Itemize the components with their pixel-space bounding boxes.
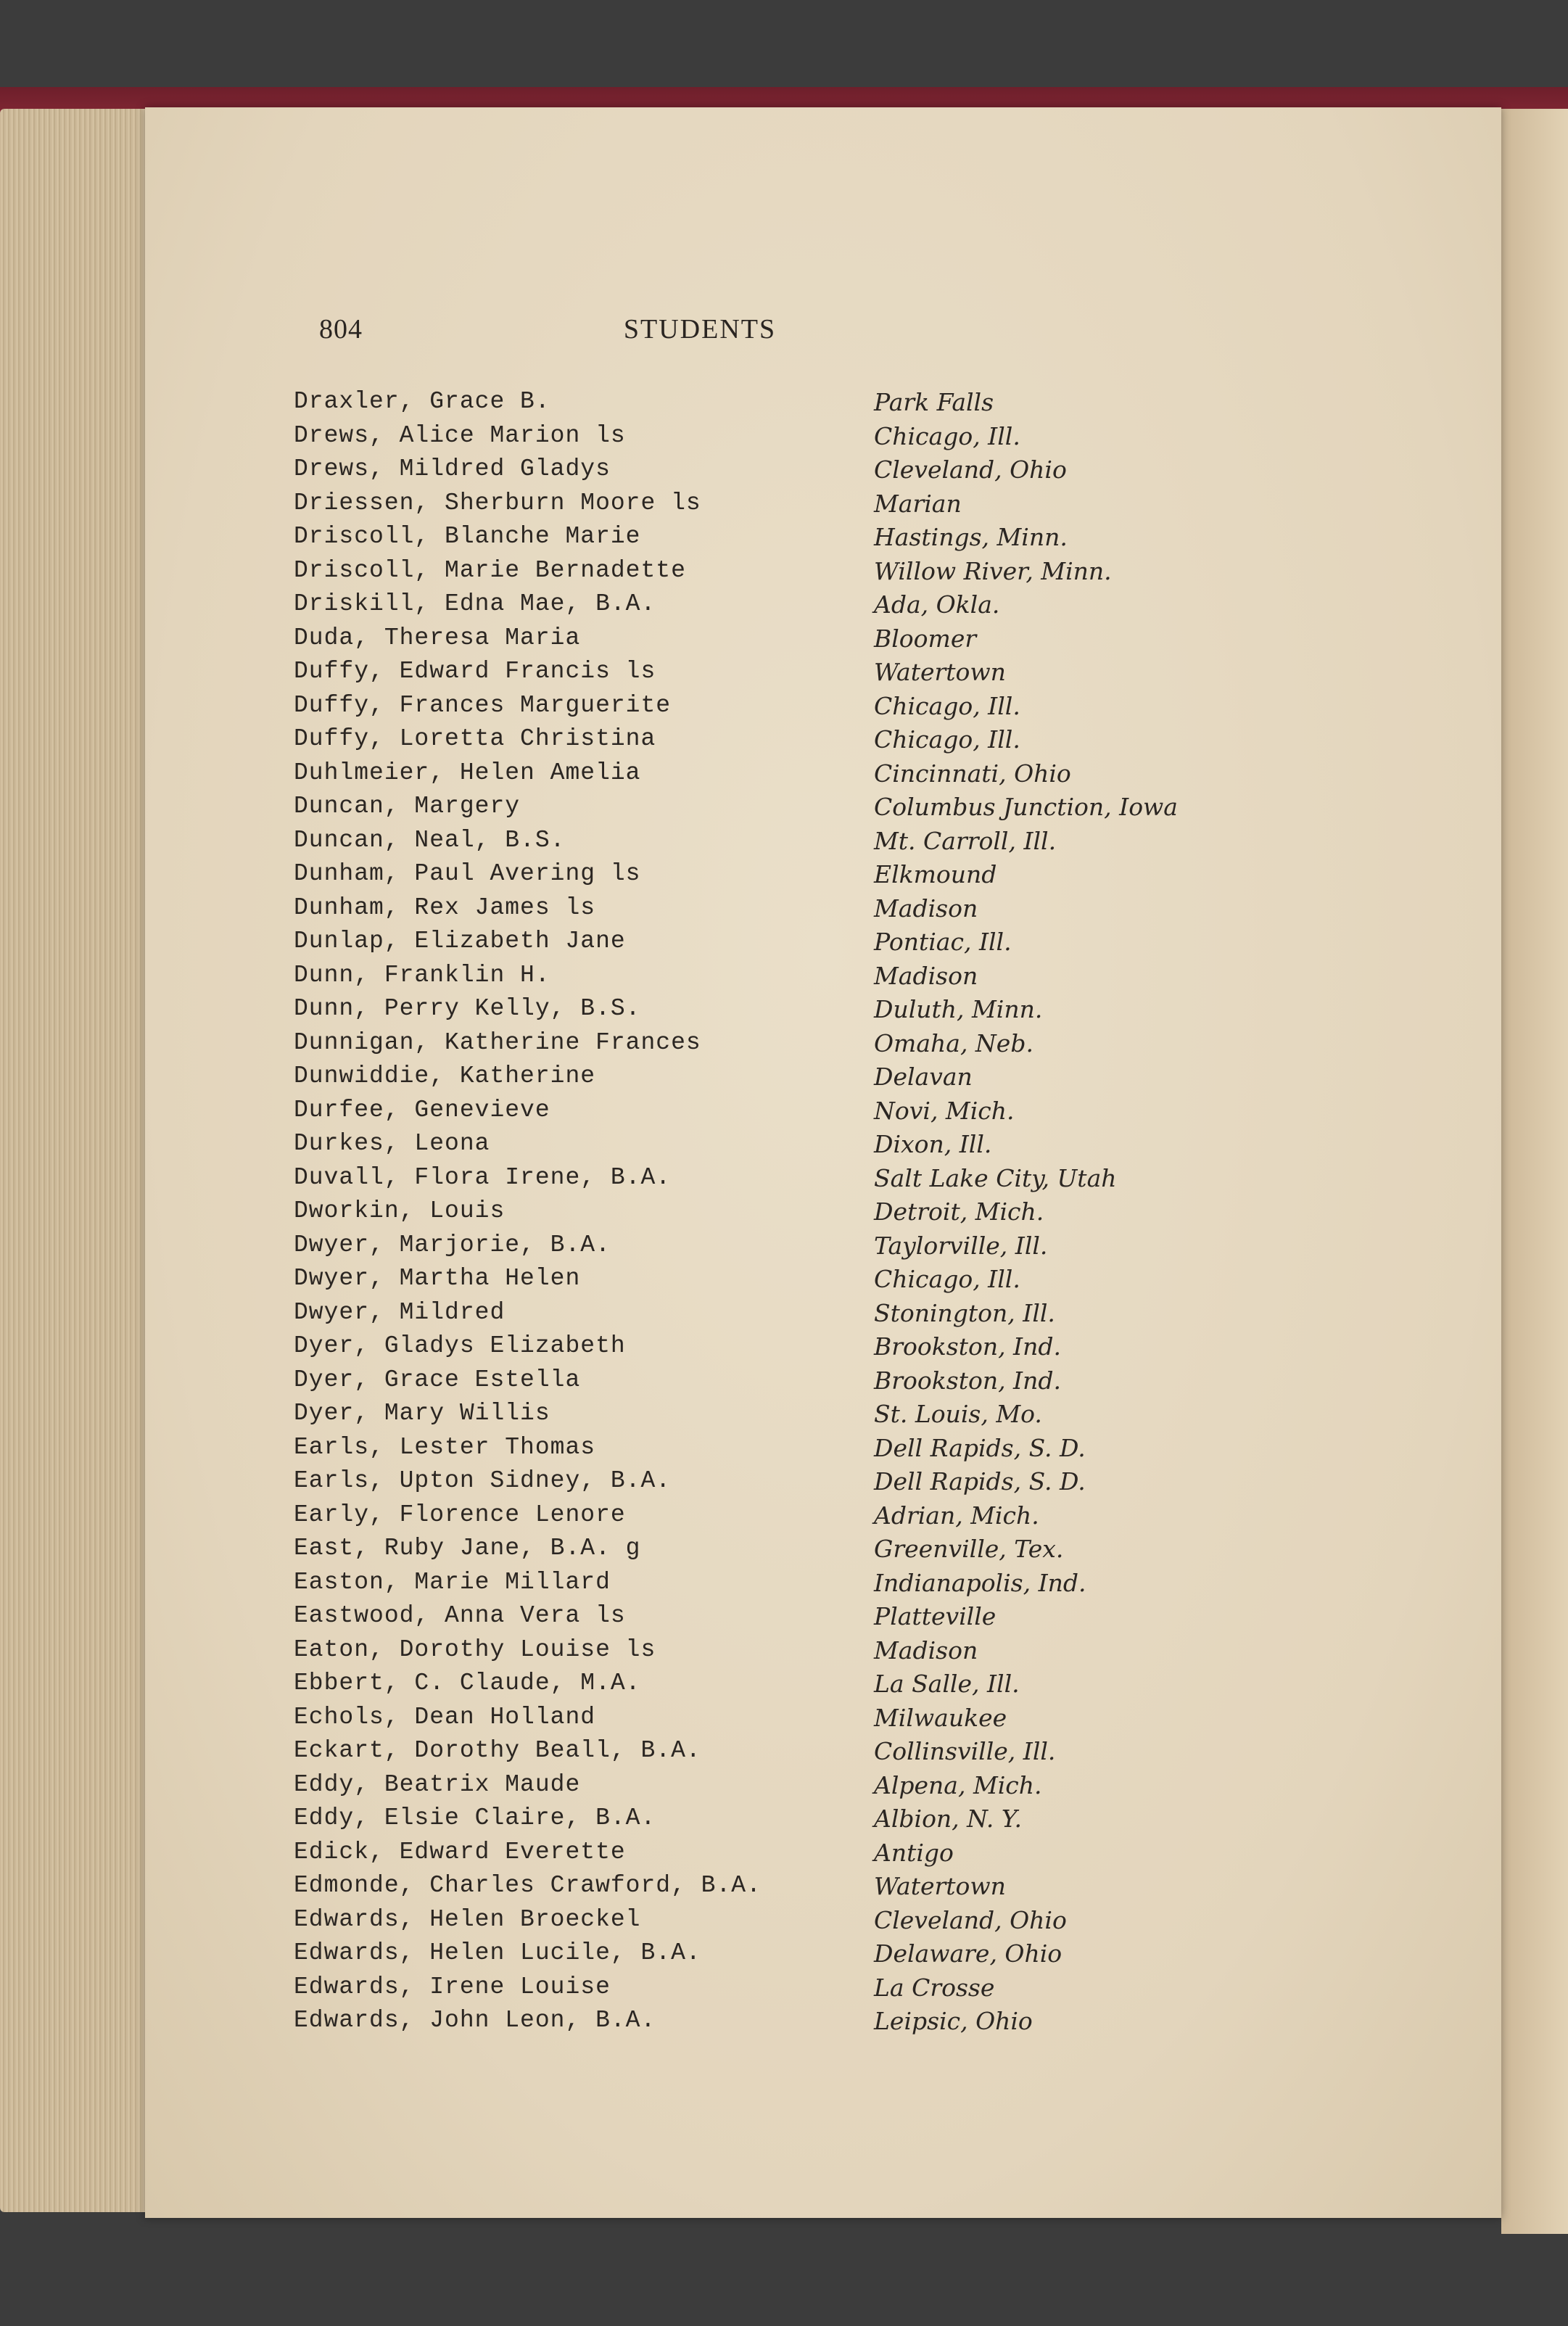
list-item: [294, 1299, 1295, 1333]
student-name: Duffy, Loretta Christina: [294, 725, 656, 752]
list-item: [294, 894, 1295, 928]
student-hometown: Chicago, Ill.: [874, 691, 1020, 720]
page-number: 804: [319, 314, 363, 345]
student-hometown: Salt Lake City, Utah: [874, 1163, 1117, 1192]
student-name: Driessen, Sherburn Moore ls: [294, 489, 701, 516]
student-name: Edwards, Helen Broeckel: [294, 1905, 641, 1933]
student-name: Earls, Upton Sidney, B.A.: [294, 1467, 672, 1494]
student-hometown: Albion, N. Y.: [874, 1805, 1022, 1833]
student-name: Eaton, Dorothy Louise ls: [294, 1636, 656, 1663]
student-hometown: Omaha, Neb.: [874, 1028, 1033, 1057]
list-item: [294, 523, 1295, 557]
list-item: [294, 1737, 1295, 1771]
list-item: [294, 827, 1295, 861]
list-item: [294, 2007, 1295, 2041]
student-hometown: Chicago, Ill.: [874, 1265, 1020, 1293]
student-hometown: Alpena, Mich.: [874, 1770, 1042, 1799]
student-hometown: Taylorville, Ill.: [874, 1231, 1048, 1260]
student-hometown: Hastings, Minn.: [874, 523, 1068, 551]
list-item: [294, 1771, 1295, 1805]
student-name: Drews, Mildred Gladys: [294, 455, 611, 482]
list-item: [294, 725, 1295, 759]
student-hometown: Duluth, Minn.: [874, 995, 1043, 1023]
student-name: Edwards, John Leon, B.A.: [294, 2007, 656, 2034]
student-name: Drews, Alice Marion ls: [294, 421, 626, 449]
list-item: [294, 759, 1295, 793]
student-name: Duhlmeier, Helen Amelia: [294, 759, 641, 786]
list-item: [294, 1602, 1295, 1636]
student-hometown: Cincinnati, Ohio: [874, 759, 1071, 788]
student-hometown: Madison: [874, 894, 978, 923]
student-name: Edick, Edward Everette: [294, 1838, 626, 1865]
list-item: [294, 1636, 1295, 1670]
student-hometown: Delaware, Ohio: [874, 1939, 1062, 1968]
student-hometown: Mt. Carroll, Ill.: [874, 826, 1057, 855]
student-name: Edwards, Irene Louise: [294, 1973, 611, 2000]
student-list: [294, 388, 1295, 2041]
student-hometown: La Crosse: [874, 1973, 995, 2002]
student-hometown: Antigo: [874, 1838, 954, 1867]
student-name: East, Ruby Jane, B.A. g: [294, 1535, 641, 1562]
student-hometown: Madison: [874, 961, 978, 990]
student-name: Dunham, Paul Avering ls: [294, 860, 641, 887]
student-name: Earls, Lester Thomas: [294, 1433, 596, 1461]
student-name: Duvall, Flora Irene, B.A.: [294, 1163, 672, 1191]
student-hometown: Delavan: [874, 1063, 973, 1091]
list-item: [294, 995, 1295, 1029]
student-name: Dwyer, Marjorie, B.A.: [294, 1231, 611, 1258]
list-item: [294, 422, 1295, 456]
page-header: [319, 313, 1081, 357]
student-name: Dyer, Grace Estella: [294, 1366, 581, 1393]
student-hometown: Novi, Mich.: [874, 1096, 1015, 1125]
student-hometown: Chicago, Ill.: [874, 725, 1020, 754]
list-item: [294, 1805, 1295, 1839]
list-item: [294, 1535, 1295, 1569]
student-hometown: Brookston, Ind.: [874, 1332, 1061, 1361]
student-hometown: Cleveland, Ohio: [874, 1905, 1067, 1934]
student-hometown: Bloomer: [874, 624, 977, 653]
student-name: Driscoll, Blanche Marie: [294, 523, 641, 550]
student-name: Dunnigan, Katherine Frances: [294, 1028, 701, 1056]
list-item: [294, 490, 1295, 524]
list-item: [294, 928, 1295, 962]
student-name: Dyer, Gladys Elizabeth: [294, 1332, 626, 1359]
student-hometown: Marian: [874, 489, 962, 518]
student-name: Dwyer, Mildred: [294, 1298, 506, 1326]
list-item: [294, 1974, 1295, 2008]
student-hometown: Greenville, Tex.: [874, 1535, 1064, 1563]
list-item: [294, 793, 1295, 827]
student-hometown: Cleveland, Ohio: [874, 455, 1067, 484]
student-name: Dyer, Mary Willis: [294, 1400, 550, 1427]
list-item: [294, 1467, 1295, 1501]
page-stack-edge: [0, 109, 160, 2212]
student-name: Duda, Theresa Maria: [294, 624, 581, 651]
student-name: Duffy, Frances Marguerite: [294, 691, 672, 719]
student-hometown: Watertown: [874, 1872, 1006, 1900]
student-hometown: Park Falls: [874, 388, 994, 416]
list-item: [294, 1569, 1295, 1603]
student-hometown: Willow River, Minn.: [874, 556, 1112, 585]
list-item: [294, 590, 1295, 624]
list-item: [294, 1501, 1295, 1535]
student-hometown: Indianapolis, Ind.: [874, 1568, 1086, 1597]
list-item: [294, 1434, 1295, 1468]
student-name: Dunwiddie, Katherine: [294, 1063, 596, 1089]
student-hometown: Columbus Junction, Iowa: [874, 793, 1178, 821]
student-name: Duffy, Edward Francis ls: [294, 658, 656, 685]
student-hometown: St. Louis, Mo.: [874, 1400, 1042, 1428]
student-name: Durkes, Leona: [294, 1130, 490, 1157]
list-item: [294, 1400, 1295, 1434]
list-item: [294, 962, 1295, 996]
student-name: Dunn, Perry Kelly, B.S.: [294, 995, 641, 1022]
student-name: Edmonde, Charles Crawford, B.A.: [294, 1872, 762, 1899]
student-hometown: Dixon, Ill.: [874, 1130, 992, 1158]
student-name: Driskill, Edna Mae, B.A.: [294, 590, 656, 617]
student-name: Early, Florence Lenore: [294, 1501, 626, 1528]
list-item: [294, 1670, 1295, 1704]
list-item: [294, 557, 1295, 591]
list-item: [294, 1332, 1295, 1366]
student-name: Dunlap, Elizabeth Jane: [294, 928, 626, 954]
list-item: [294, 1130, 1295, 1164]
student-name: Durfee, Genevieve: [294, 1096, 550, 1123]
student-hometown: Elkmound: [874, 860, 997, 888]
student-name: Edwards, Helen Lucile, B.A.: [294, 1939, 701, 1966]
student-hometown: Madison: [874, 1636, 978, 1665]
list-item: [294, 388, 1295, 422]
list-item: [294, 658, 1295, 692]
student-name: Ebbert, C. Claude, M.A.: [294, 1670, 641, 1696]
student-hometown: Detroit, Mich.: [874, 1197, 1044, 1226]
student-hometown: Ada, Okla.: [874, 590, 1000, 619]
student-name: Dwyer, Martha Helen: [294, 1265, 581, 1292]
student-hometown: Collinsville, Ill.: [874, 1737, 1056, 1765]
student-hometown: Chicago, Ill.: [874, 421, 1020, 450]
list-item: [294, 1839, 1295, 1873]
student-hometown: Watertown: [874, 658, 1006, 686]
student-hometown: Milwaukee: [874, 1703, 1007, 1732]
student-hometown: Dell Rapids, S. D.: [874, 1433, 1086, 1462]
list-item: [294, 1164, 1295, 1198]
student-name: Duncan, Margery: [294, 793, 521, 820]
student-name: Dunn, Franklin H.: [294, 961, 550, 989]
list-item: [294, 1906, 1295, 1940]
student-name: Echols, Dean Holland: [294, 1703, 596, 1731]
student-name: Easton, Marie Millard: [294, 1568, 611, 1596]
list-item: [294, 1232, 1295, 1266]
student-name: Eastwood, Anna Vera ls: [294, 1602, 626, 1629]
student-name: Draxler, Grace B.: [294, 388, 550, 415]
student-hometown: Stonington, Ill.: [874, 1298, 1055, 1327]
list-item: [294, 860, 1295, 894]
page-title: STUDENTS: [623, 314, 777, 345]
list-item: [294, 1704, 1295, 1738]
student-name: Dworkin, Louis: [294, 1197, 506, 1224]
student-hometown: Dell Rapids, S. D.: [874, 1467, 1086, 1496]
list-item: [294, 1265, 1295, 1299]
list-item: [294, 1872, 1295, 1906]
list-item: [294, 692, 1295, 726]
student-name: Eddy, Beatrix Maude: [294, 1770, 581, 1798]
student-name: Eckart, Dorothy Beall, B.A.: [294, 1737, 701, 1764]
student-name: Duncan, Neal, B.S.: [294, 826, 566, 854]
list-item: [294, 1366, 1295, 1401]
list-item: [294, 1197, 1295, 1232]
student-hometown: Platteville: [874, 1602, 996, 1630]
list-item: [294, 1939, 1295, 1974]
student-name: Eddy, Elsie Claire, B.A.: [294, 1805, 656, 1831]
list-item: [294, 455, 1295, 490]
list-item: [294, 624, 1295, 659]
student-hometown: Adrian, Mich.: [874, 1501, 1039, 1530]
student-name: Driscoll, Marie Bernadette: [294, 556, 686, 584]
list-item: [294, 1063, 1295, 1097]
student-hometown: Brookston, Ind.: [874, 1366, 1061, 1395]
list-item: [294, 1029, 1295, 1063]
student-hometown: Leipsic, Ohio: [874, 2007, 1033, 2035]
student-name: Dunham, Rex James ls: [294, 894, 596, 921]
list-item: [294, 1097, 1295, 1131]
student-hometown: Pontiac, Ill.: [874, 928, 1012, 956]
student-hometown: La Salle, Ill.: [874, 1670, 1020, 1698]
facing-page-edge: [1501, 109, 1568, 2234]
